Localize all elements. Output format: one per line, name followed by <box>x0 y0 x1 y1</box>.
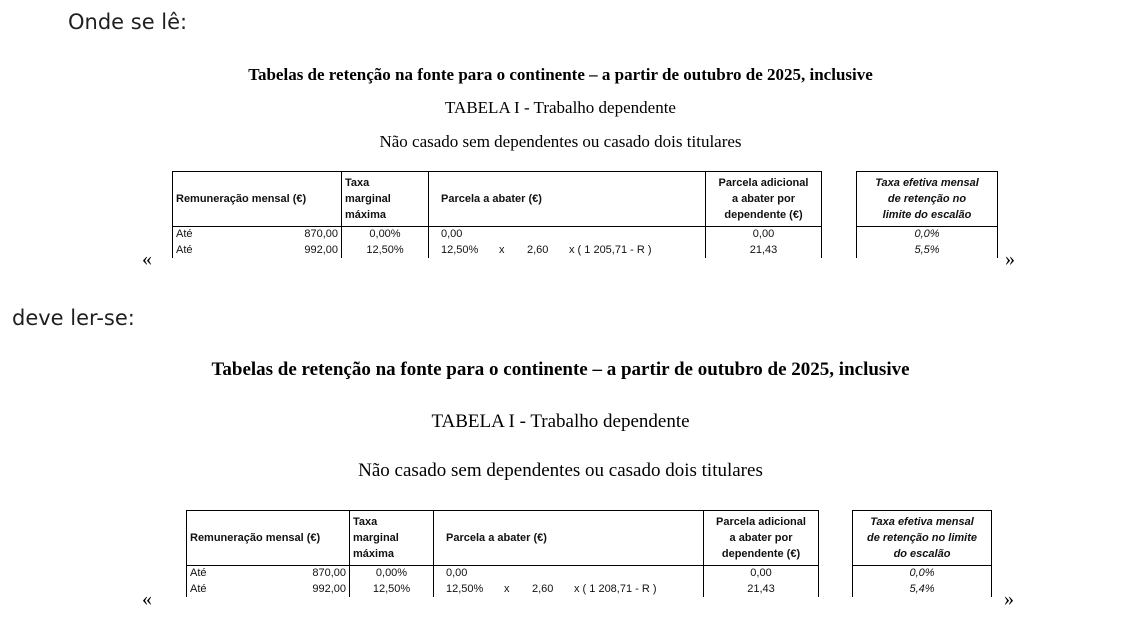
retention-table-original <box>172 171 822 258</box>
cell-remuneracao: Até 870,00 <box>173 227 342 243</box>
header-parcela: Parcela a abater (€) <box>434 511 704 566</box>
cell-efetiva: 0,0% <box>857 227 998 243</box>
table-subsubtitle: Não casado sem dependentes ou casado dois titulares <box>358 460 763 481</box>
table-row <box>187 581 819 597</box>
quote-open: « <box>142 588 152 610</box>
cell-parcela: 0,00 <box>429 227 706 243</box>
table-title: Tabelas de retenção na fonte para o continente – a partir de outubro de 2025, inclusive <box>211 359 910 380</box>
table-header-row <box>857 172 998 227</box>
table-row <box>173 242 822 258</box>
cell-taxa: 12,50% <box>342 242 429 258</box>
table-row <box>853 566 992 582</box>
table-subtitle: TABELA I - Trabalho dependente <box>445 98 676 117</box>
table-row <box>187 566 819 582</box>
table-row <box>853 581 992 597</box>
table-header-row <box>853 511 992 566</box>
table-header-row <box>173 172 822 227</box>
table-row <box>857 242 998 258</box>
cell-remuneracao: Até 870,00 <box>187 566 350 582</box>
retention-table-corrected <box>186 510 819 597</box>
quote-open: « <box>142 248 152 270</box>
header-parcela-adicional: Parcela adicional a abater por dependente (€) <box>704 511 819 566</box>
cell-efetiva: 0,0% <box>853 566 992 582</box>
cell-efetiva: 5,4% <box>853 581 992 597</box>
cell-adicional: 21,43 <box>704 581 819 597</box>
lead-text-original: Onde se lê: <box>68 10 188 34</box>
cell-adicional: 21,43 <box>706 242 822 258</box>
lead-text-correction: deve ler-se: <box>12 306 135 330</box>
table-header-row <box>187 511 819 566</box>
header-taxa-marginal: Taxa marginal máxima <box>342 172 429 227</box>
cell-taxa: 0,00% <box>350 566 434 582</box>
cell-remuneracao: Até 992,00 <box>173 242 342 258</box>
cell-parcela: 12,50% x 2,60 x ( 1 208,71 - R ) <box>434 581 704 597</box>
cell-adicional: 0,00 <box>706 227 822 243</box>
cell-adicional: 0,00 <box>704 566 819 582</box>
effective-rate-table-corrected <box>852 510 992 597</box>
header-remuneracao: Remuneração mensal (€) <box>187 511 350 566</box>
cell-taxa: 0,00% <box>342 227 429 243</box>
header-taxa-efetiva: Taxa efetiva mensal de retenção no limite do escalão <box>857 172 998 227</box>
header-remuneracao: Remuneração mensal (€) <box>173 172 342 227</box>
cell-remuneracao: Até 992,00 <box>187 581 350 597</box>
table-row <box>857 227 998 243</box>
cell-efetiva: 5,5% <box>857 242 998 258</box>
cell-parcela: 0,00 <box>434 566 704 582</box>
header-parcela: Parcela a abater (€) <box>429 172 706 227</box>
effective-rate-table-original <box>856 171 998 258</box>
table-title: Tabelas de retenção na fonte para o continente – a partir de outubro de 2025, inclusive <box>248 65 873 84</box>
header-parcela-adicional: Parcela adicional a abater por dependente (€) <box>706 172 822 227</box>
table-subtitle: TABELA I - Trabalho dependente <box>431 411 690 432</box>
table-subsubtitle: Não casado sem dependentes ou casado dois titulares <box>379 132 742 151</box>
quote-close: » <box>1004 588 1014 610</box>
cell-parcela: 12,50% x 2,60 x ( 1 205,71 - R ) <box>429 242 706 258</box>
cell-taxa: 12,50% <box>350 581 434 597</box>
table-row <box>173 227 822 243</box>
header-taxa-efetiva: Taxa efetiva mensal de retenção no limite do escalão <box>853 511 992 566</box>
quote-close: » <box>1005 248 1015 270</box>
header-taxa-marginal: Taxa marginal máxima <box>350 511 434 566</box>
